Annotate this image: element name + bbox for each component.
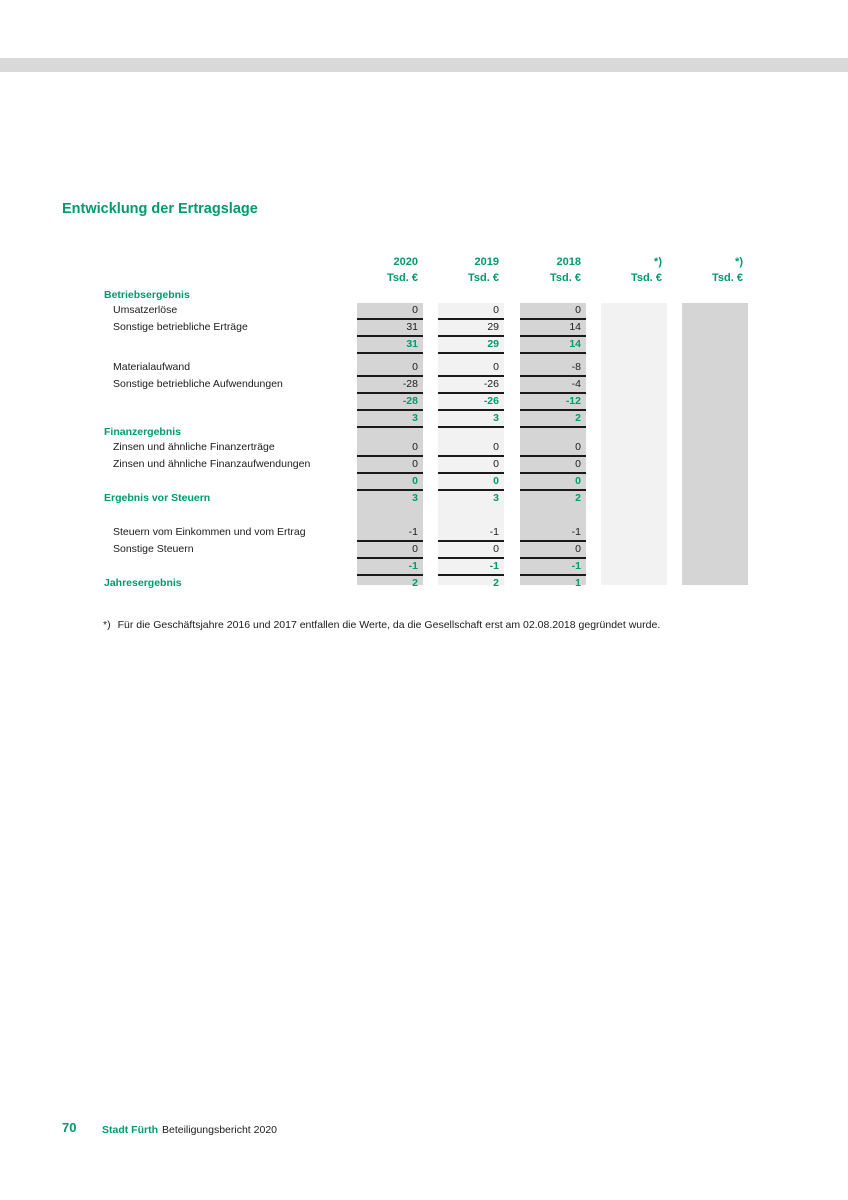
table-row-subtotal bbox=[0, 559, 848, 574]
value-cell-2018: 0 bbox=[520, 542, 586, 559]
row-label: Sonstige betriebliche Aufwendungen bbox=[113, 378, 283, 390]
value-cell-2020: 2 bbox=[412, 577, 418, 589]
column-header-year: 2020 bbox=[393, 256, 418, 268]
value-cell-2019: 0 bbox=[438, 303, 504, 320]
table-row-subtotal bbox=[0, 474, 848, 489]
table-row-subtotal bbox=[0, 394, 848, 409]
value-cell-2019: 0 bbox=[438, 542, 504, 559]
value-cell-2019: -26 bbox=[438, 377, 504, 394]
column-header-unit: Tsd. € bbox=[387, 272, 418, 284]
value-cell-2019: 29 bbox=[438, 337, 504, 354]
table-row bbox=[0, 542, 848, 557]
value-cell-2018: 14 bbox=[520, 337, 586, 354]
value-cell-2018: 0 bbox=[520, 457, 586, 474]
value-cell-2020: 0 bbox=[357, 542, 423, 559]
value-cell-2020: -1 bbox=[357, 525, 423, 542]
table-row bbox=[0, 525, 848, 540]
footnote-text: Für die Geschäftsjahre 2016 und 2017 entfallen die Werte, da die Gesellschaft erst am 02.08.2018 gegründet wurde. bbox=[117, 619, 661, 631]
value-cell-2019: -1 bbox=[438, 525, 504, 542]
value-cell-2020: 0 bbox=[357, 474, 423, 491]
row-label: Steuern vom Einkommen und vom Ertrag bbox=[113, 526, 306, 538]
table-row bbox=[0, 457, 848, 472]
column-header-year: 2019 bbox=[474, 256, 499, 268]
row-label: Zinsen und ähnliche Finanzerträge bbox=[113, 441, 275, 453]
value-cell-2018: -12 bbox=[520, 394, 586, 411]
value-cell-2020: 3 bbox=[412, 492, 418, 504]
row-label: Materialaufwand bbox=[113, 361, 191, 373]
value-cell-2019: 0 bbox=[438, 474, 504, 491]
table-row-total bbox=[0, 576, 848, 591]
value-cell-2019: -1 bbox=[438, 559, 504, 576]
table-row-section bbox=[0, 288, 848, 303]
value-cell-2019: 29 bbox=[438, 320, 504, 337]
value-cell-2019: 3 bbox=[493, 492, 499, 504]
value-cell-2018: -1 bbox=[520, 525, 586, 542]
value-cell-2019: 0 bbox=[438, 440, 504, 457]
footer-line bbox=[102, 1124, 277, 1136]
value-cell-2018: 14 bbox=[520, 320, 586, 337]
value-cell-2018: -4 bbox=[520, 377, 586, 394]
value-cell-2019: 3 bbox=[438, 411, 504, 428]
value-cell-2018: 0 bbox=[520, 440, 586, 457]
table-row bbox=[0, 377, 848, 392]
value-cell-2019: 0 bbox=[438, 360, 504, 377]
footer-publisher: Stadt Fürth bbox=[102, 1124, 158, 1136]
value-cell-2019: 2 bbox=[493, 577, 499, 589]
value-cell-2020: 31 bbox=[357, 337, 423, 354]
table-row-subtotal bbox=[0, 411, 848, 426]
value-cell-2020: 0 bbox=[357, 457, 423, 474]
column-header-unit: Tsd. € bbox=[631, 272, 662, 284]
value-cell-2020: 0 bbox=[357, 440, 423, 457]
value-cell-2020: 3 bbox=[357, 411, 423, 428]
value-cell-2019: -26 bbox=[438, 394, 504, 411]
table-row-total bbox=[0, 491, 848, 506]
table-row bbox=[0, 440, 848, 455]
value-cell-2018: 1 bbox=[575, 577, 581, 589]
footer-report-title: Beteiligungsbericht 2020 bbox=[162, 1124, 277, 1136]
page-title: Entwicklung der Ertragslage bbox=[62, 201, 258, 217]
row-label: Jahresergebnis bbox=[104, 577, 182, 589]
value-cell-2020: -1 bbox=[357, 559, 423, 576]
value-cell-2018: -1 bbox=[520, 559, 586, 576]
table-row bbox=[0, 360, 848, 375]
footnote bbox=[103, 619, 703, 631]
value-cell-2018: 2 bbox=[520, 411, 586, 428]
value-cell-2020: 0 bbox=[357, 360, 423, 377]
table-row-section bbox=[0, 425, 848, 440]
value-cell-2019: 0 bbox=[438, 457, 504, 474]
column-header-unit: Tsd. € bbox=[550, 272, 581, 284]
row-label: Sonstige betriebliche Erträge bbox=[113, 321, 248, 333]
row-label: Ergebnis vor Steuern bbox=[104, 492, 211, 504]
value-cell-2018: 2 bbox=[575, 492, 581, 504]
row-label: Umsatzerlöse bbox=[113, 304, 178, 316]
column-header-year: 2018 bbox=[556, 256, 581, 268]
value-cell-2020: 0 bbox=[357, 303, 423, 320]
top-decorative-bar bbox=[0, 58, 848, 72]
section-label: Finanzergebnis bbox=[104, 426, 182, 438]
value-cell-2018: -8 bbox=[520, 360, 586, 377]
value-cell-2020: 31 bbox=[357, 320, 423, 337]
value-cell-2020: -28 bbox=[357, 377, 423, 394]
column-header-year: *) bbox=[735, 256, 743, 268]
value-cell-2018: 0 bbox=[520, 303, 586, 320]
table-row-subtotal bbox=[0, 337, 848, 352]
page-number: 70 bbox=[62, 1120, 77, 1135]
row-label: Zinsen und ähnliche Finanzaufwendungen bbox=[113, 458, 311, 470]
column-header-year: *) bbox=[654, 256, 662, 268]
table-row bbox=[0, 320, 848, 335]
value-cell-2018: 0 bbox=[520, 474, 586, 491]
value-cell-2020: -28 bbox=[357, 394, 423, 411]
column-header-unit: Tsd. € bbox=[712, 272, 743, 284]
section-label: Betriebsergebnis bbox=[104, 289, 190, 301]
footnote-marker: *) bbox=[103, 619, 111, 631]
table-row bbox=[0, 303, 848, 318]
row-label: Sonstige Steuern bbox=[113, 543, 194, 555]
column-header-unit: Tsd. € bbox=[468, 272, 499, 284]
